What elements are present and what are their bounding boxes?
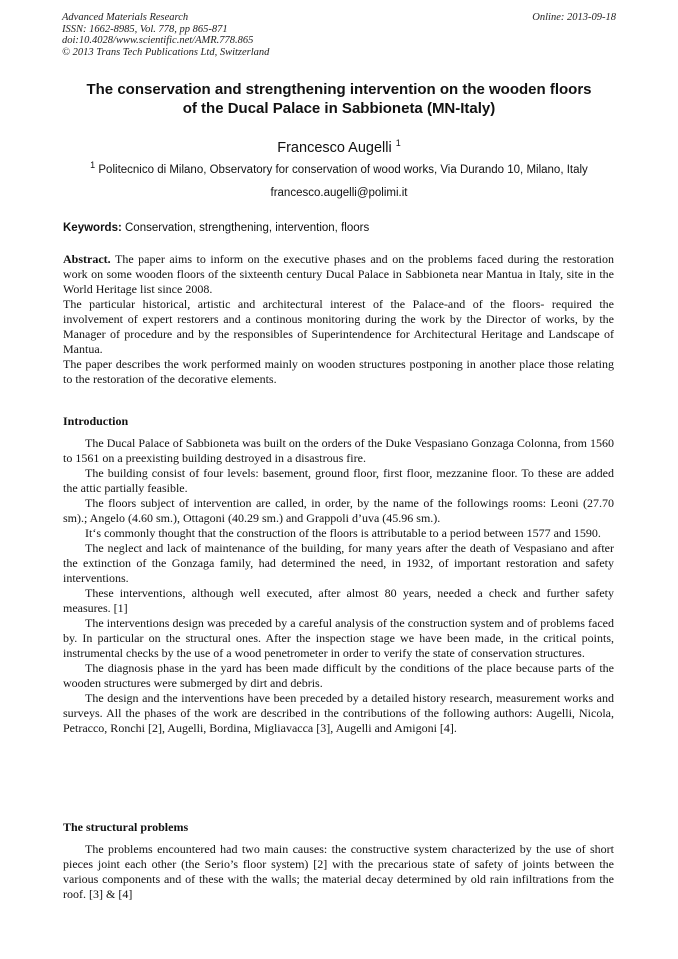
abstract-paragraph-2: The particular historical, artistic and architectural interest of the Palace-and of the floors- required the involvement of expert restorers and a continous monitoring during the work by the Director of works, by the Manager of procedure and by the responsibles of Superintendence for Architectural Heritage and Landscape of Mantua. (63, 297, 614, 356)
author-line (0, 140, 678, 156)
intro-paragraph: The Ducal Palace of Sabbioneta was built on the orders of the Duke Vespasiano Gonzaga Colonna, from 1560 to 1561 on a preexisting building destroyed in a disastrous fire. (63, 436, 614, 465)
author-name: Francesco Augelli (277, 140, 392, 156)
journal-issn: ISSN: 1662-8985, Vol. 778, pp 865-871 (62, 23, 228, 35)
structural-problems-body (63, 842, 614, 902)
structural-paragraph: The problems encountered had two main causes: the constructive system characterized by the use of short pieces joint each other (the Serio’s floor system) [2] with the precarious state of safety of joints between the various components and of these with the walls; the material decay determined by old rain infiltrations from the roof. [3] & [4] (63, 842, 614, 901)
journal-name: Advanced Materials Research (62, 12, 189, 23)
paper-title-line-1: The conservation and strengthening intervention on the wooden floors (86, 81, 592, 98)
abstract-paragraph-3: The paper describes the work performed mainly on wooden structures postponing in another place those relating to the restoration of the decorative elements. (63, 357, 614, 386)
author-email: francesco.augelli@polimi.it (270, 187, 408, 199)
introduction-body (63, 436, 614, 736)
intro-paragraph: It‘s commonly thought that the construction of the floors is attributable to a period between 1577 and 1590. (85, 526, 601, 540)
abstract-label: Abstract. (63, 252, 111, 266)
author-affiliation-mark: 1 (395, 138, 401, 149)
journal-doi: doi:10.4028/www.scientific.net/AMR.778.865 (62, 35, 254, 46)
section-heading-introduction: Introduction (63, 414, 129, 428)
intro-paragraph: The building consist of four levels: basement, ground floor, first floor, mezzanine floor. To these are added the attic partially feasible. (63, 466, 614, 495)
paper-title (40, 80, 638, 118)
affiliation (40, 160, 638, 176)
abstract-paragraph-1 (63, 252, 614, 297)
keywords-text: Conservation, strengthening, intervention, floors (125, 222, 370, 234)
intro-paragraph: The diagnosis phase in the yard has been made difficult by the conditions of the place because parts of the wooden structures were submerged by dirt and debris. (63, 661, 614, 690)
journal-copyright: © 2013 Trans Tech Publications Ltd, Switzerland (62, 46, 270, 58)
keywords-label: Keywords: (63, 222, 122, 234)
section-heading-structural-problems: The structural problems (63, 820, 189, 834)
intro-paragraph: The neglect and lack of maintenance of the building, for many years after the death of Vespasiano and after the extinction of the Gonzaga family, had determined the need, in 1932, of important restoration and safety interventions. (63, 541, 614, 585)
keywords (63, 222, 615, 234)
intro-paragraph: The interventions design was preceded by a careful analysis of the construction system and of problems faced by. In particular on the structural ones. After the inspection stage we have been made, in the critical points, instrumental checks by the use of a wood penetrometer in order to verify the state of conservation structures. (63, 616, 614, 660)
online-date: Online: 2013-09-18 (532, 12, 616, 23)
intro-paragraph: The floors subject of intervention are called, in order, by the name of the followings rooms: Leoni (27.70 sm).; Angelo (4.60 sm.), Ottagoni (40.29 sm.) and Grappoli d’uva (45.96 sm.). (63, 496, 614, 525)
abstract-text-1: The paper aims to inform on the executive phases and on the problems faced during the restoration work on some wooden floors of the sixteenth century Ducal Palace in Sabbioneta near Mantua in Italy, site in the World Heritage list since 2008. (63, 252, 614, 296)
intro-paragraph: These interventions, although well executed, after almost 80 years, needed a check and further safety measures. [1] (63, 586, 614, 615)
affiliation-mark: 1 (90, 160, 96, 171)
intro-paragraph: The design and the interventions have been preceded by a detailed history research, measurement works and surveys. All the phases of the work are described in the contributions of the following authors: Augelli, Nicola, Petracco, Ronchi [2], Augelli, Bordina, Migliavacca [3], Augelli and Amigoni [4]. (63, 691, 614, 735)
affiliation-text: Politecnico di Milano, Observatory for conservation of wood works, Via Durando 10, Milano, Italy (98, 164, 588, 176)
paper-title-line-2: of the Ducal Palace in Sabbioneta (MN-Italy) (182, 100, 496, 117)
journal-header (62, 12, 616, 58)
abstract (63, 252, 614, 387)
